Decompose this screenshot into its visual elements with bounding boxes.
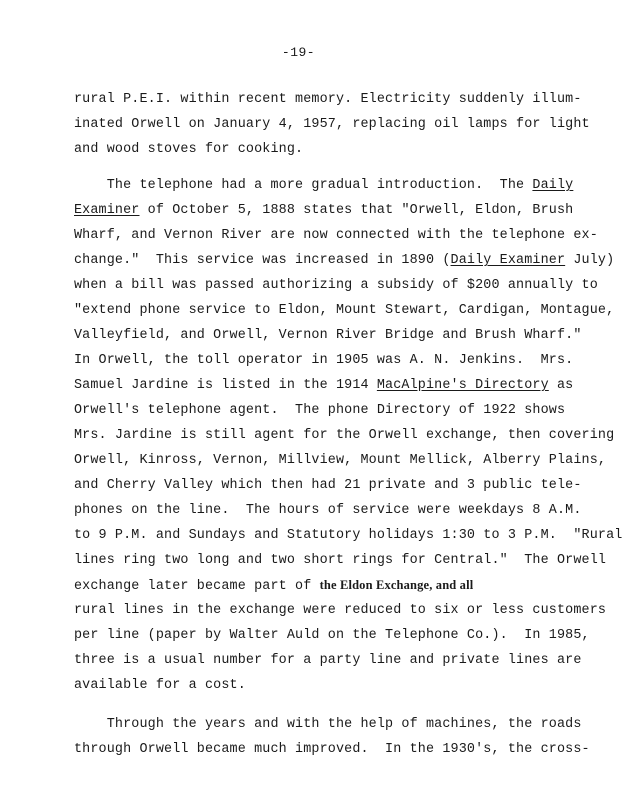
text-line	[74, 579, 473, 593]
text-span: Samuel Jardine is listed in the 1914	[74, 378, 377, 393]
text-line: Valleyfield, and Orwell, Vernon River Bridge and Brush Wharf."	[74, 328, 582, 343]
text-line	[74, 204, 573, 217]
bold-insert-text: the Eldon Exchange, and all	[319, 578, 474, 592]
text-line: Orwell's telephone agent. The phone Directory of 1922 shows	[74, 403, 566, 418]
text-line: phones on the line. The hours of service were weekdays 8 A.M.	[74, 503, 582, 518]
text-line: Wharf, and Vernon River are now connected with the telephone ex-	[74, 228, 598, 243]
text-line: In Orwell, the toll operator in 1905 was A. N. Jenkins. Mrs.	[74, 353, 574, 368]
text-line: Mrs. Jardine is still agent for the Orwell exchange, then covering	[74, 428, 615, 443]
underlined-title: Daily	[532, 178, 574, 193]
text-line: available for a cost.	[74, 678, 246, 693]
text-line: when a bill was passed authorizing a subsidy of $200 annually to	[74, 278, 598, 293]
text-span: of October 5, 1888 states that "Orwell, Eldon, Brush	[139, 203, 574, 218]
text-line: inated Orwell on January 4, 1957, replacing oil lamps for light	[74, 117, 590, 132]
text-line: rural P.E.I. within recent memory. Electricity suddenly illum-	[74, 92, 582, 107]
text-span: The telephone had a more gradual introduction. The	[74, 178, 533, 193]
text-span: exchange later became part of	[74, 579, 320, 594]
text-line: per line (paper by Walter Auld on the Telephone Co.). In 1985,	[74, 628, 590, 643]
page-number: -19-	[281, 45, 316, 60]
text-line: and wood stoves for cooking.	[74, 142, 304, 157]
text-line: and Cherry Valley which then had 21 private and 3 public tele-	[74, 478, 582, 493]
text-span: as	[548, 378, 574, 393]
text-line: Through the years and with the help of machines, the roads	[74, 717, 582, 732]
text-span: July)	[565, 253, 615, 268]
text-line: through Orwell became much improved. In the 1930's, the cross-	[74, 742, 590, 757]
text-line	[74, 254, 614, 267]
text-span: change." This service was increased in 1890 (	[74, 253, 451, 268]
text-line: "extend phone service to Eldon, Mount Stewart, Cardigan, Montague,	[74, 303, 615, 318]
text-line	[74, 379, 573, 392]
text-line: Orwell, Kinross, Vernon, Millview, Mount Mellick, Alberry Plains,	[74, 453, 607, 468]
text-line: rural lines in the exchange were reduced to six or less customers	[74, 603, 607, 618]
underlined-title: MacAlpine's Directory	[376, 378, 549, 393]
text-line: three is a usual number for a party line and private lines are	[74, 653, 582, 668]
text-line: to 9 P.M. and Sundays and Statutory holidays 1:30 to 3 P.M. "Rural	[74, 528, 622, 543]
underlined-title: Daily Examiner	[450, 253, 566, 268]
text-line: lines ring two long and two short rings for Central." The Orwell	[74, 553, 607, 568]
underlined-title: Examiner	[74, 203, 140, 218]
text-line	[74, 179, 573, 192]
